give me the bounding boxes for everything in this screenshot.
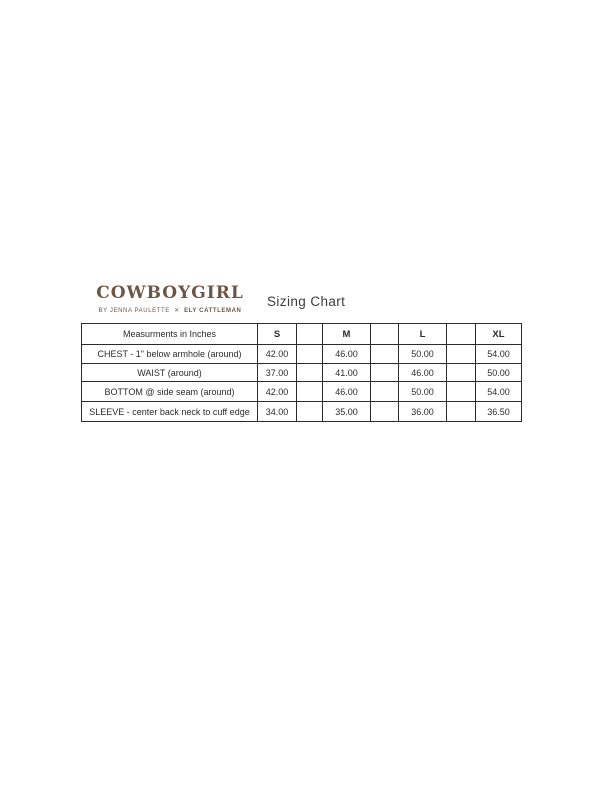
row-label: CHEST - 1" below armhole (around) (82, 345, 258, 364)
spacer-cell (447, 324, 476, 345)
spacer-cell (297, 364, 323, 382)
value-cell: 50.00 (399, 382, 447, 402)
spacer-cell (371, 324, 399, 345)
spacer-cell (371, 345, 399, 364)
spacer-cell (447, 345, 476, 364)
size-column-header-m: M (323, 324, 371, 345)
value-cell: 42.00 (258, 382, 297, 402)
value-cell: 36.00 (399, 402, 447, 422)
value-cell: 50.00 (476, 364, 522, 382)
brand-tagline-by: BY JENNA PAULETTE (98, 307, 170, 314)
value-cell: 54.00 (476, 382, 522, 402)
value-cell: 41.00 (323, 364, 371, 382)
size-column-header-xl: XL (476, 324, 522, 345)
row-label: BOTTOM @ side seam (around) (82, 382, 258, 402)
brand-tagline (96, 307, 244, 314)
value-cell: 37.00 (258, 364, 297, 382)
brand-tagline-partner: ELY CATTLEMAN (184, 307, 242, 314)
measurements-header-cell: Measurments in Inches (82, 324, 258, 345)
table-row-chest (82, 345, 522, 364)
spacer-cell (371, 402, 399, 422)
spacer-cell (297, 324, 323, 345)
spacer-cell (447, 364, 476, 382)
value-cell: 46.00 (323, 345, 371, 364)
spacer-cell (371, 364, 399, 382)
size-column-header-s: S (258, 324, 297, 345)
value-cell: 54.00 (476, 345, 522, 364)
size-column-header-l: L (399, 324, 447, 345)
row-label: SLEEVE - center back neck to cuff edge (82, 402, 258, 422)
spacer-cell (371, 382, 399, 402)
spacer-cell (447, 382, 476, 402)
value-cell: 34.00 (258, 402, 297, 422)
brand-name: COWBOYGIRL (96, 283, 244, 303)
value-cell: 46.00 (399, 364, 447, 382)
value-cell: 50.00 (399, 345, 447, 364)
value-cell: 42.00 (258, 345, 297, 364)
spacer-cell (447, 402, 476, 422)
table-row-waist (82, 364, 522, 382)
brand-logo (96, 284, 244, 314)
table-row-bottom (82, 382, 522, 402)
collab-x-icon: ✕ (174, 307, 180, 314)
row-label: WAIST (around) (82, 364, 258, 382)
value-cell: 46.00 (323, 382, 371, 402)
table-row-sleeve (82, 402, 522, 422)
table-header-row (82, 324, 522, 345)
spacer-cell (297, 345, 323, 364)
sizing-table (81, 323, 522, 422)
page-title: Sizing Chart (267, 294, 346, 309)
spacer-cell (297, 382, 323, 402)
spacer-cell (297, 402, 323, 422)
value-cell: 36.50 (476, 402, 522, 422)
value-cell: 35.00 (323, 402, 371, 422)
